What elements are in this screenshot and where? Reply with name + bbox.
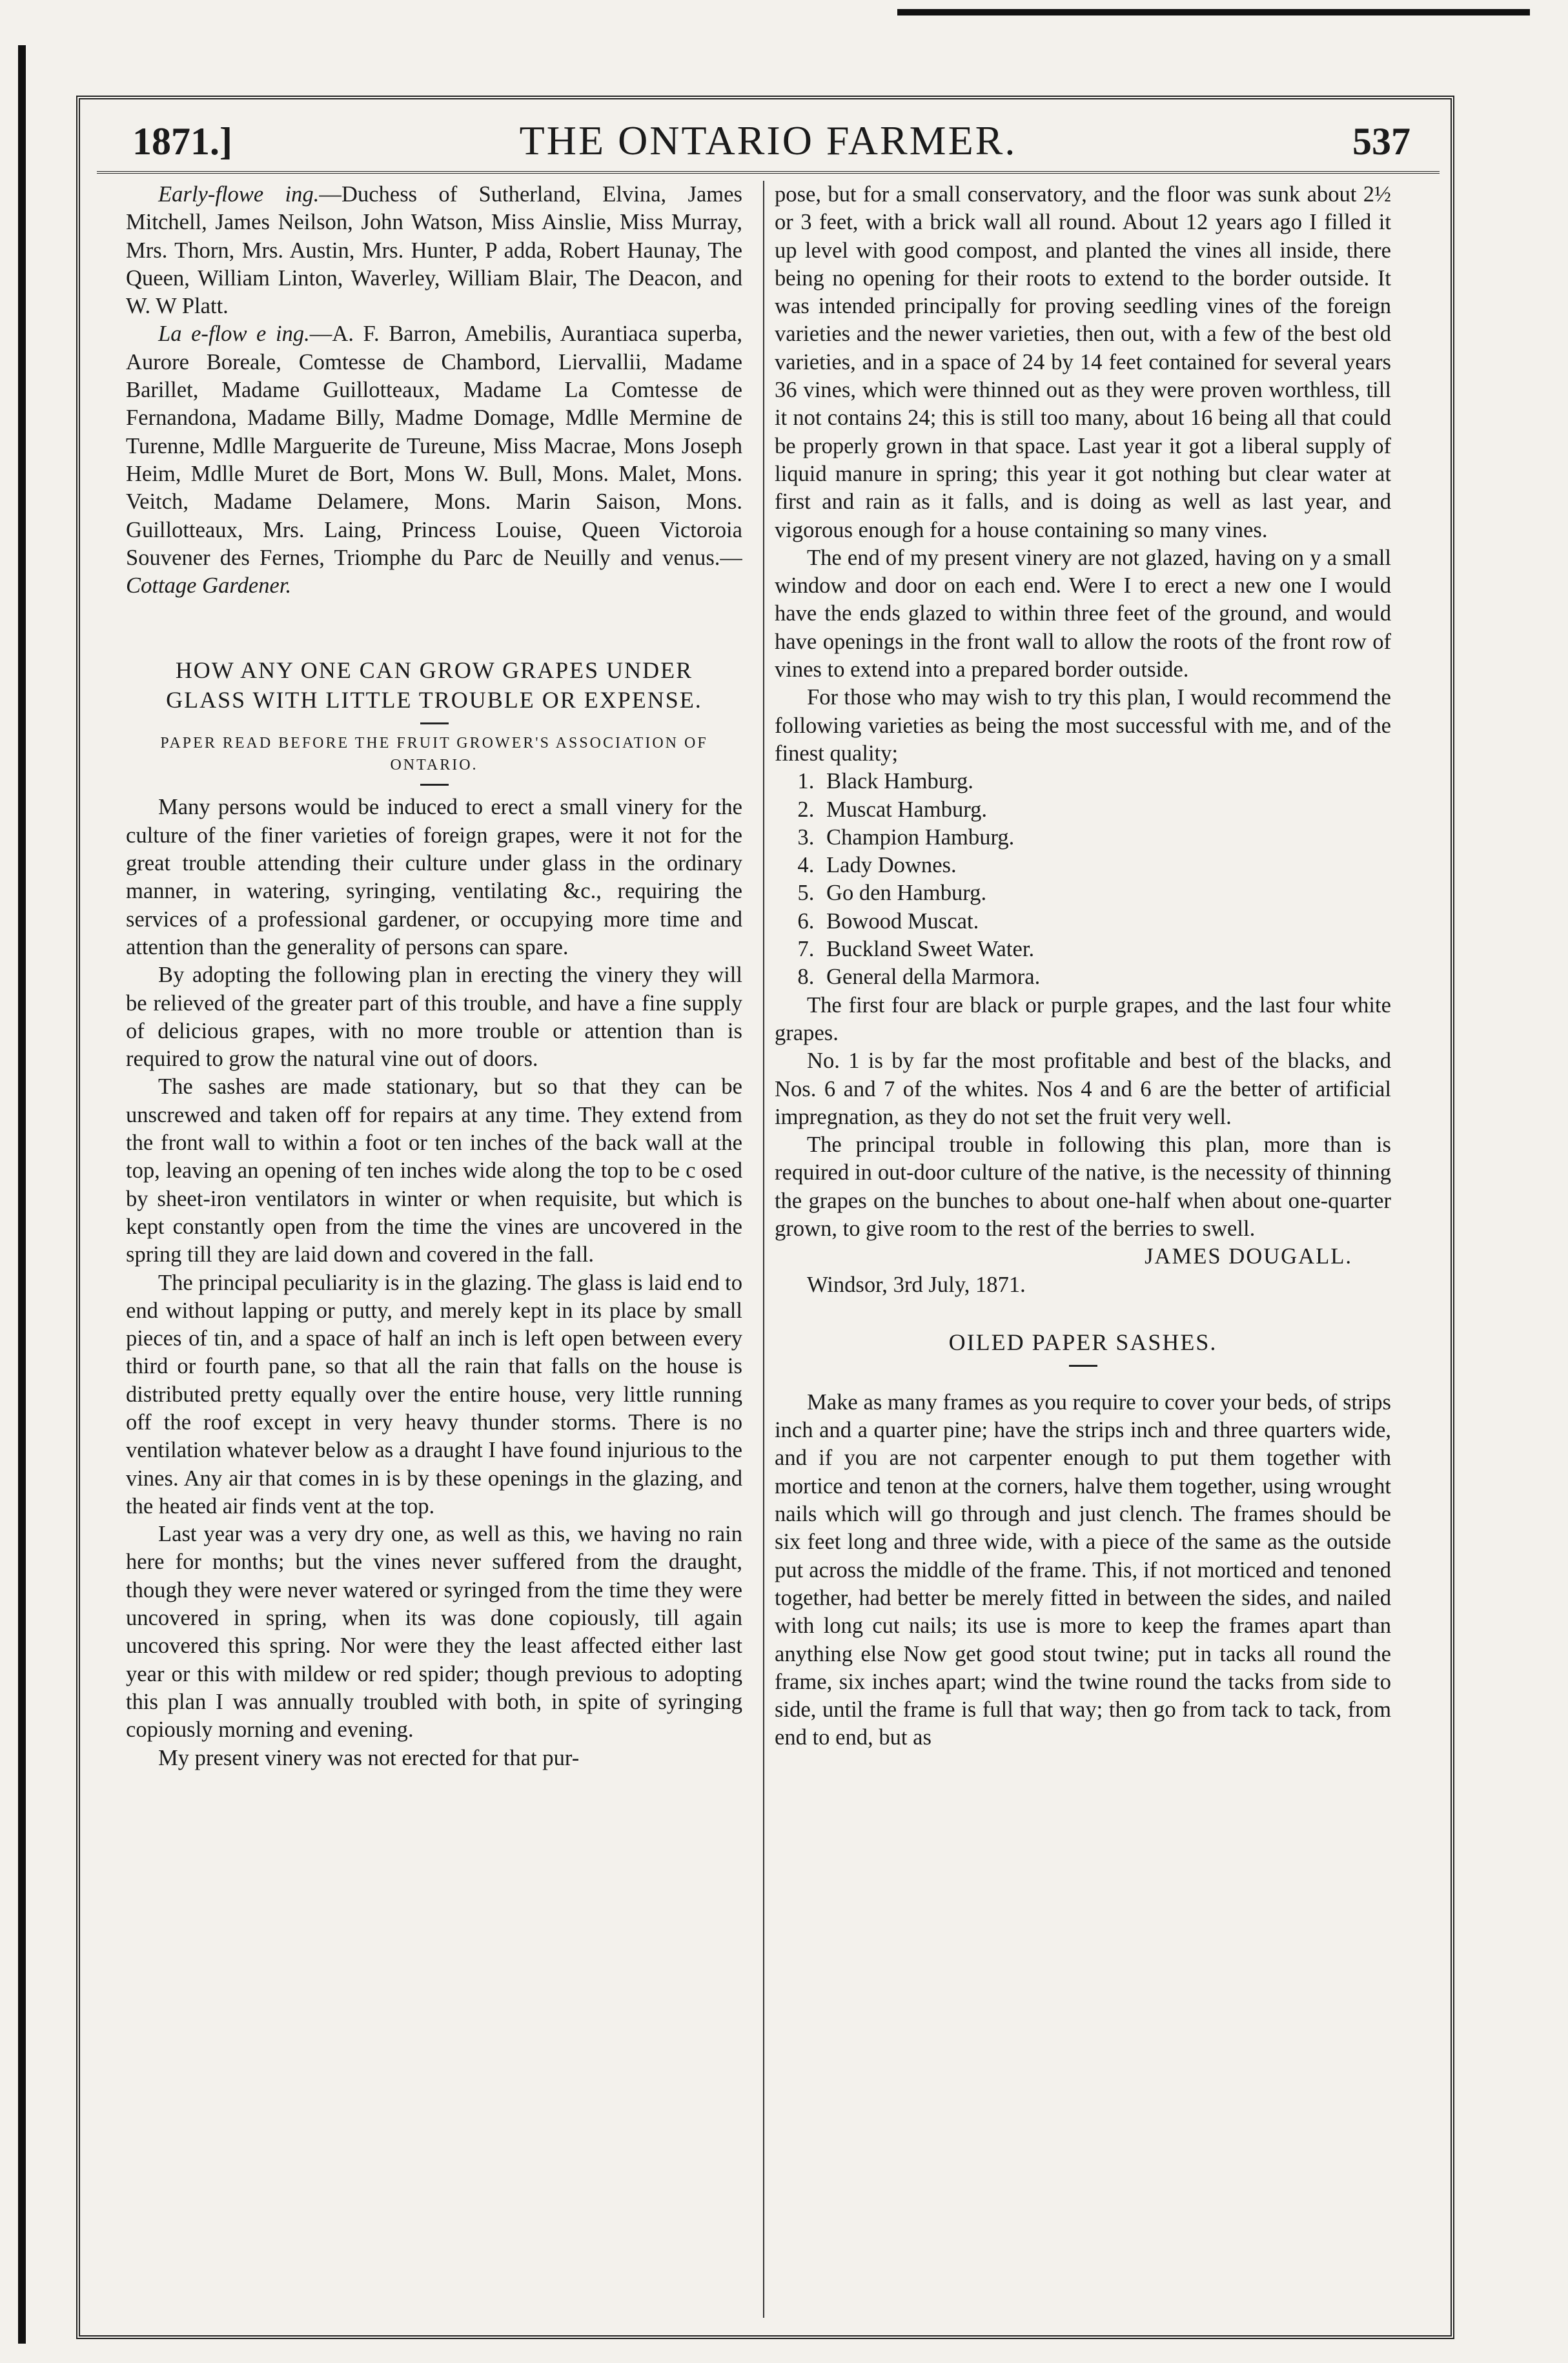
scan-edge-top — [897, 9, 1530, 15]
body-paragraph: For those who may wish to try this plan, I would recommend the following varieties as being the most successful with me, and of the finest quality; — [775, 685, 1391, 766]
list-item: 5. Go den Hamburg. — [820, 879, 1391, 907]
title-dash — [420, 722, 449, 724]
left-column — [126, 181, 742, 2327]
body-paragraph: Make as many frames as you require to cover your beds, of strips inch and a quarter pine; have the strips inch and three quarters wide, and if you are not carpenter enough to put them together with mortice and tenon at the corners, halve them together, using wrought nails which will go through and just clench. The frames should be six feet long and three wide, with a piece of the same as the outside put across the middle of the frame. This, if not morticed and tenoned together, had better be merely fitted in between the sides, and nailed with long cut nails; its use is more to keep the frames apart than anything else Now get good stout twine; put in tacks all round the frame, six inches apart; wind the twine round the tacks from side to side, until the frame is full that way; then go from tack to tack, from end to end, but as — [775, 1389, 1391, 1750]
column-divider — [763, 181, 764, 2318]
body-paragraph: The end of my present vinery are not glazed, having on y a small window and door on each end. Were I to erect a new one I would have the ends glazed to within three feet of the ground, and would have openings in the front wall to allow the roots of the front row of vines to extend into a prepared border outside. — [775, 545, 1391, 682]
article-subtitle: PAPER READ BEFORE THE FRUIT GROWER'S ASSOCIATION OF ONTARIO. — [160, 735, 708, 774]
subtitle-dash — [420, 784, 449, 786]
right-column — [775, 181, 1391, 2327]
list-item: 8. General della Marmora. — [820, 963, 1391, 991]
early-flowering-text: —Duchess of Sutherland, Elvina, James Mitchell, James Neilson, John Watson, Miss Ainslie, Miss Murray, Mrs. Thorn, Mrs. Austin, Mrs. Hunter, P adda, Robert Haunay, The Queen, William Linton, Waverley, William Blair, The Deacon, and W. W Platt. — [126, 182, 742, 319]
body-paragraph: The principal trouble in following this plan, more than is required in out-door culture of the native, is the necessity of thinning the grapes on the bunches to about one-half when about one-quarter grown, to give room to the rest of the berries to swell. — [775, 1132, 1391, 1241]
source-credit: Cottage Gardener. — [126, 573, 292, 598]
body-paragraph: Many persons would be induced to erect a small vinery for the culture of the finer varieties of foreign grapes, were it not for the great trouble attending their culture under glass in the ordinary manner, in watering, syringing, ventilating &c., requiring the services of a professional gardener, or occupying more time and attention than the generality of persons can spare. — [126, 795, 742, 959]
early-flowering-paragraph — [126, 181, 742, 320]
body-paragraph: Last year was a very dry one, as well as this, we having no rain here for months; but the vines never suffered from the draught, though they were never watered or syringed from the time they were uncovered in spring, when its was done copiously, till again uncovered this spring. Nor were they the least affected either last year or this with mildew or red spider; though previous to adopting this plan I was annually troubled with both, in spite of syringing copiously morning and evening. — [126, 1522, 742, 1743]
header-year: 1871.] — [132, 120, 232, 163]
article-title: HOW ANY ONE CAN GROW GRAPES UNDER GLASS WITH LITTLE TROUBLE OR EXPENSE. — [166, 657, 702, 713]
body-paragraph: pose, but for a small conservatory, and the floor was sunk about 2½ or 3 feet, with a brick wall all round. About 12 years ago I filled it up level with good compost, and planted the vines all inside, there being no opening for their roots to extend to the border outside. It was intended principally for proving seedling vines of the foreign varieties and the newer varieties, then out, with a few of the best old varieties, and in a space of 24 by 14 feet contained for several years 36 vines, which were thinned out as they were proven worthless, till it not contains 24; this is still too many, about 16 being all that could be properly grown in that space. Last year it got a liberal supply of liquid manure in spring; this year it got nothing but clear water at first and rain as it falls, and is doing as well as last year, and vigorous enough for a house containing so many vines. — [775, 182, 1391, 542]
dateline: Windsor, 3rd July, 1871. — [807, 1272, 1026, 1297]
list-item: 3. Champion Hamburg. — [820, 824, 1391, 852]
list-item: 6. Bowood Muscat. — [820, 908, 1391, 936]
late-flowering-label: La e-flow e ing. — [158, 322, 310, 347]
article2-dash — [1069, 1365, 1097, 1367]
early-flowering-label: Early-flowe ing. — [158, 182, 320, 207]
body-paragraph: The principal peculiarity is in the glazing. The glass is laid end to end without lapping or putty, and merely kept in its place by small pieces of tin, and a space of half an inch is left open between every third or fourth pane, so that all the rain that falls on the house is distributed pretty equally over the entire house, very little running off the roof except in very heavy thunder storms. There is no ventilation whatever below as a draught I have found injurious to the vines. Any air that comes in is by these openings in the glazing, and the heated air finds vent at the top. — [126, 1270, 742, 1519]
publication-title: THE ONTARIO FARMER. — [519, 118, 1017, 163]
body-paragraph: By adopting the following plan in erecting the vinery they will be relieved of the greater part of this trouble, and have a fine supply of delicious grapes, with no more trouble or attention than is required to grow the natural vine out of doors. — [126, 963, 742, 1072]
list-item: 7. Buckland Sweet Water. — [820, 936, 1391, 963]
grape-variety-list — [775, 768, 1391, 991]
list-item: 1. Black Hamburg. — [820, 768, 1391, 795]
body-paragraph: The sashes are made stationary, but so that they can be unscrewed and taken off for repairs at any time. They extend from the front wall to within a foot or ten inches of the back wall at the top, leaving an opening of ten inches wide along the top to be c osed by sheet-iron ventilators in winter or when requisite, but which is kept constantly open from the time the vines are uncovered in the spring till they are laid down and covered in the fall. — [126, 1074, 742, 1267]
body-paragraph: No. 1 is by far the most profitable and best of the blacks, and Nos. 6 and 7 of the whites. Nos 4 and 6 are the better of artificial impregnation, as they do not set the fruit very well. — [775, 1049, 1391, 1129]
author-signature: JAMES DOUGALL. — [1145, 1244, 1352, 1269]
article2-title: OILED PAPER SASHES. — [948, 1329, 1217, 1355]
page-header — [97, 113, 1440, 174]
late-flowering-text: —A. F. Barron, Amebilis, Aurantiaca superba, Aurore Boreale, Comtesse de Chambord, Liervallii, Madame Barillet, Madame Guillotteaux, Madame La Comtesse de Fernandona, Madame Billy, Madme Domage, Mdlle Mermine de Turenne, Mdlle Marguerite de Tureune, Miss Macrae, Mons Joseph Heim, Mdlle Muret de Bort, Mons W. Bull, Mons. Malet, Mons. Veitch, Madame Delamere, Mons. Marin Saison, Mons. Guillotteaux, Mrs. Laing, Princess Louise, Queen Victoroia Souvener des Fernes, Triomphe du Parc de Neuilly and venus.— — [126, 322, 742, 570]
body-paragraph: The first four are black or purple grapes, and the last four white grapes. — [775, 992, 1391, 1045]
list-item: 2. Muscat Hamburg. — [820, 796, 1391, 824]
scan-edge-left — [18, 45, 26, 2344]
list-item: 4. Lady Downes. — [820, 852, 1391, 879]
late-flowering-paragraph — [126, 320, 742, 600]
body-paragraph: My present vinery was not erected for that pur- — [158, 1745, 580, 1770]
page-number: 537 — [1352, 120, 1410, 163]
